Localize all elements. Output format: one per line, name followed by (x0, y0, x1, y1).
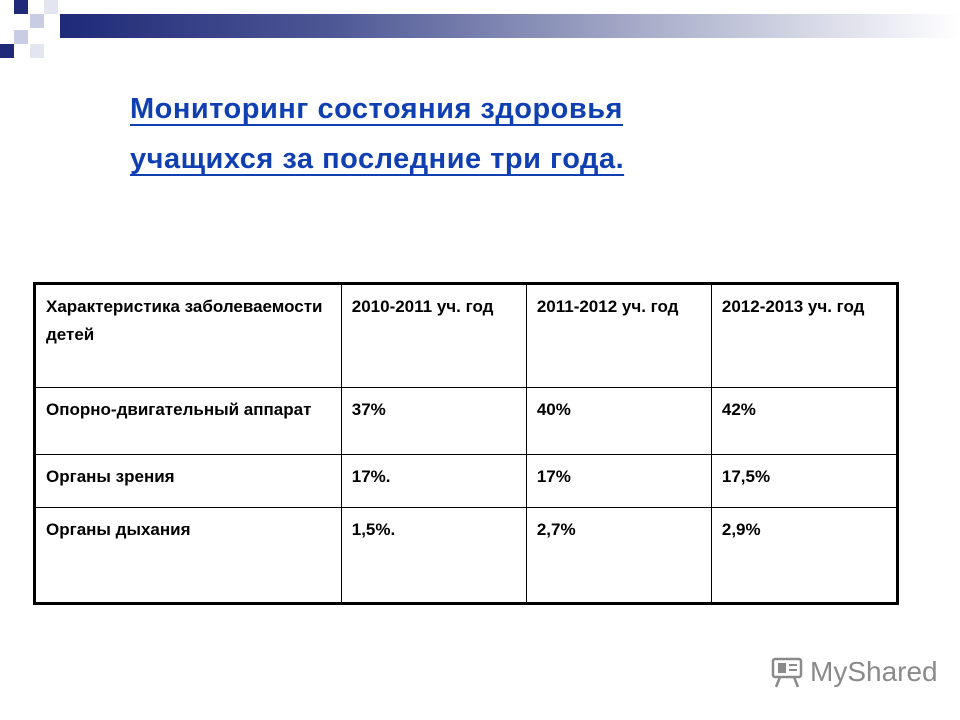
table-cell: 17% (526, 455, 711, 508)
table-cell: 2,9% (711, 508, 897, 604)
table-cell: 37% (341, 388, 526, 455)
decor-square (30, 14, 44, 28)
table-cell: Органы дыхания (35, 508, 342, 604)
table-row (35, 455, 898, 508)
table-cell: 40% (526, 388, 711, 455)
header-cell: 2011-2012 уч. год (526, 284, 711, 388)
table-cell: 17%. (341, 455, 526, 508)
slide-title-line2: учащихся за последние три года. (130, 143, 625, 175)
table-cell: Органы зрения (35, 455, 342, 508)
logo-text: MyShared (810, 656, 938, 687)
table-cell: 2,7% (526, 508, 711, 604)
slide-title-line1: Мониторинг состояния здоровья (130, 93, 623, 125)
decor-square (14, 0, 28, 14)
slide-title (130, 84, 850, 184)
header-gradient-bar (60, 14, 960, 38)
table-row (35, 388, 898, 455)
table-cell: 17,5% (711, 455, 897, 508)
myshared-logo (770, 654, 938, 690)
decor-square (14, 30, 28, 44)
table-row (35, 508, 898, 604)
table-header-row (35, 284, 898, 388)
header-cell: Характеристика заболеваемости детей (35, 284, 342, 388)
health-monitoring-table (33, 282, 899, 605)
decor-square (0, 44, 14, 58)
table-cell: 1,5%. (341, 508, 526, 604)
header-cell: 2010-2011 уч. год (341, 284, 526, 388)
header-cell: 2012-2013 уч. год (711, 284, 897, 388)
table-cell: 42% (711, 388, 897, 455)
presentation-board-icon (770, 655, 804, 689)
decor-square (30, 44, 44, 58)
decor-square (44, 0, 58, 14)
table-cell: Опорно-двигательный аппарат (35, 388, 342, 455)
